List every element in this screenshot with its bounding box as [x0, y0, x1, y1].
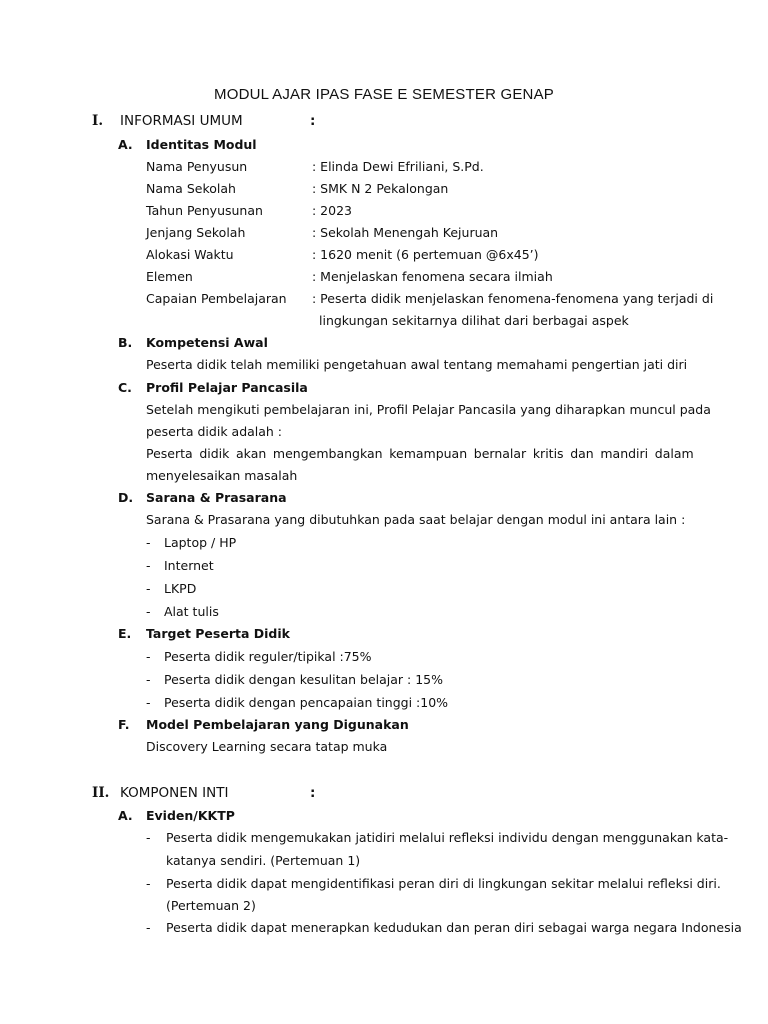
list-item-text: Peserta didik reguler/tipikal :75%: [164, 649, 372, 664]
identity-value: : Peserta didik menjelaskan fenomena-fenomena yang terjadi di: [312, 291, 714, 306]
identity-value: : Elinda Dewi Efriliani, S.Pd.: [312, 159, 484, 174]
identity-key: Tahun Penyusunan: [146, 203, 263, 218]
capaian-continuation: lingkungan sekitarnya dilihat dari berbagai aspek: [319, 313, 629, 328]
list-item-text: LKPD: [164, 581, 197, 596]
subsection-label: Kompetensi Awal: [146, 335, 268, 350]
subsection-letter: F.: [118, 717, 130, 732]
identity-value: : Sekolah Menengah Kejuruan: [312, 225, 499, 240]
subsection-heading-model-pembelajaran: [118, 717, 409, 732]
subsection-letter: C.: [118, 380, 132, 395]
document-title: MODUL AJAR IPAS FASE E SEMESTER GENAP: [214, 86, 554, 103]
section-colon: :: [310, 113, 316, 129]
section-number: II.: [92, 785, 110, 801]
identity-key: Alokasi Waktu: [146, 247, 234, 262]
subsection-label: Model Pembelajaran yang Digunakan: [146, 717, 409, 732]
list-item-continuation: (Pertemuan 2): [166, 898, 256, 913]
list-item-text: Peserta didik mengemukakan jatidiri melalui refleksi individu dengan menggunakan kata-: [166, 830, 729, 845]
sarana-intro: Sarana & Prasarana yang dibutuhkan pada saat belajar dengan modul ini antara lain :: [146, 512, 686, 527]
subsection-label: Profil Pelajar Pancasila: [146, 380, 308, 395]
subsection-heading-kompetensi-awal: [118, 335, 268, 350]
identity-value: : Menjelaskan fenomena secara ilmiah: [312, 269, 553, 284]
subsection-label: Eviden/KKTP: [146, 808, 235, 823]
section-label: KOMPONEN INTI: [120, 785, 229, 801]
paragraph-line: menyelesaikan masalah: [146, 468, 298, 483]
list-item: [146, 558, 214, 573]
subsection-letter: D.: [118, 490, 134, 505]
bullet-dash: -: [146, 581, 151, 596]
list-item-text: Laptop / HP: [164, 535, 237, 550]
subsection-letter: A.: [118, 137, 133, 152]
list-item: [146, 695, 448, 710]
bullet-dash: -: [146, 649, 151, 664]
list-item-text: Peserta didik dapat mengidentifikasi peran diri di lingkungan sekitar melalui refleksi diri.: [166, 876, 721, 891]
identity-value: : 2023: [312, 203, 352, 218]
bullet-dash: -: [146, 695, 151, 710]
kompetensi-awal-text: Peserta didik telah memiliki pengetahuan awal tentang memahami pengertian jati diri: [146, 357, 688, 372]
list-item: [146, 535, 236, 550]
subsection-heading-profil-pelajar: [118, 380, 308, 395]
list-item-text: Peserta didik dapat menerapkan kedudukan dan peran diri sebagai warga negara Indonesia: [166, 920, 742, 935]
identity-key: Nama Penyusun: [146, 159, 248, 174]
subsection-letter: B.: [118, 335, 133, 350]
list-item-text: Peserta didik dengan pencapaian tinggi :10%: [164, 695, 449, 710]
bullet-dash: -: [146, 604, 151, 619]
section-label: INFORMASI UMUM: [120, 113, 243, 129]
paragraph-line: Peserta didik akan mengembangkan kemampuan bernalar kritis dan mandiri dalam: [146, 446, 694, 461]
paragraph-line: peserta didik adalah :: [146, 424, 283, 439]
section-colon: :: [310, 785, 316, 801]
section-heading-informasi-umum: [92, 113, 316, 129]
section-heading-komponen-inti: [92, 785, 316, 801]
identity-key: Capaian Pembelajaran: [146, 291, 287, 306]
identity-key: Elemen: [146, 269, 193, 284]
model-pembelajaran-text: Discovery Learning secara tatap muka: [146, 739, 388, 754]
bullet-dash: -: [146, 558, 151, 573]
bullet-dash: -: [146, 672, 151, 687]
identity-value: : SMK N 2 Pekalongan: [312, 181, 449, 196]
list-item-continuation: katanya sendiri. (Pertemuan 1): [166, 853, 361, 868]
subsection-label: Identitas Modul: [146, 137, 257, 152]
bullet-dash: -: [146, 876, 151, 891]
subsection-letter: E.: [118, 626, 132, 641]
subsection-label: Target Peserta Didik: [146, 626, 290, 641]
list-item-text: Peserta didik dengan kesulitan belajar : 15%: [164, 672, 444, 687]
subsection-heading-target-peserta: [118, 626, 290, 641]
list-item: [146, 604, 219, 619]
list-item-text: Alat tulis: [164, 604, 219, 619]
bullet-dash: -: [146, 535, 151, 550]
list-item-text: Internet: [164, 558, 214, 573]
list-item: [146, 649, 372, 664]
subsection-letter: A.: [118, 808, 133, 823]
list-item: [146, 581, 196, 596]
subsection-heading-sarana-prasarana: [118, 490, 287, 505]
bullet-dash: -: [146, 830, 151, 845]
bullet-dash: -: [146, 920, 151, 935]
identity-key: Jenjang Sekolah: [146, 225, 246, 240]
subsection-heading-identitas-modul: [118, 137, 257, 152]
subsection-label: Sarana & Prasarana: [146, 490, 287, 505]
paragraph-line: Setelah mengikuti pembelajaran ini, Profil Pelajar Pancasila yang diharapkan muncul pada: [146, 402, 711, 417]
identity-value: : 1620 menit (6 pertemuan @6x45’): [312, 247, 539, 262]
list-item: [146, 672, 443, 687]
identity-key: Nama Sekolah: [146, 181, 236, 196]
subsection-heading-eviden-kktp: [118, 808, 235, 823]
section-number: I.: [92, 113, 104, 129]
